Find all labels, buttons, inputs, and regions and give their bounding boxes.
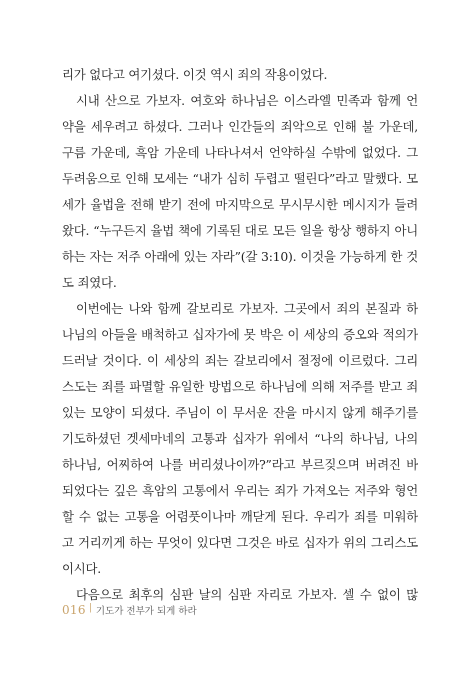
text-line: 시내 산으로 가보자. 여호와 하나님은 이스라엘 민족과 함께 언 [76, 93, 418, 108]
text-line: 왔다. “누구든지 율법 책에 기록된 대로 모든 일을 항상 행하지 아니 [62, 223, 418, 238]
page-footer [62, 600, 197, 616]
text-line: 기도하셨던 겟세마네의 고통과 십자가 위에서 “나의 하나님, 나의 [62, 431, 418, 446]
text-line: 되었다는 깊은 흑암의 고통에서 우리는 죄가 가져오는 저주와 형언 [62, 483, 418, 498]
text-line: 두려움으로 인해 모세는 “내가 심히 두렵고 떨린다”라고 말했다. 모 [62, 171, 418, 186]
text-line: 하나님, 어찌하여 나를 버리셨나이까?”라고 부르짖으며 버려진 바 [62, 457, 418, 472]
page-number: 016 [62, 603, 86, 617]
text-line: 나님의 아들을 배척하고 십자가에 못 박은 이 세상의 증오와 적의가 [62, 327, 418, 342]
text-line: 이번에는 나와 함께 갈보리로 가보자. 그곳에서 죄의 본질과 하 [76, 301, 418, 316]
text-line: 있는 모양이 되셨다. 주님이 이 무서운 잔을 마시지 않게 해주기를 [62, 405, 418, 420]
text-line: 리가 없다고 여기셨다. 이것 역시 죄의 작용이었다. [62, 67, 328, 82]
text-line: 이시다. [62, 561, 102, 576]
text-line: 스도는 죄를 파멸할 유일한 방법으로 하나님에 의해 저주를 받고 죄 [62, 379, 418, 394]
text-line: 도 죄였다. [62, 275, 117, 290]
text-line: 고 거리끼게 하는 무엇이 있다면 그것은 바로 십자가 위의 그리스도 [62, 535, 418, 550]
text-line: 드러날 것이다. 이 세상의 죄는 갈보리에서 절정에 이르렀다. 그리 [62, 353, 418, 368]
footer-divider: | [88, 603, 92, 613]
text-line: 구름 가운데, 흑암 가운데 나타나셔서 언약하실 수밖에 없었다. 그 [62, 145, 418, 160]
text-line: 다음으로 최후의 심판 날의 심판 자리로 가보자. 셀 수 없이 많 [76, 587, 418, 602]
text-line: 하는 자는 저주 아래에 있는 자라”(갈 3:10). 이것을 가능하게 한 것 [62, 249, 418, 264]
text-line: 할 수 없는 고통을 어렴풋이나마 깨닫게 된다. 우리가 죄를 미워하 [62, 509, 418, 524]
text-line: 약을 세우려고 하셨다. 그러나 인간들의 죄악으로 인해 불 가운데, [62, 119, 418, 134]
running-book-title: 기도가 전부가 되게 하라 [95, 606, 197, 617]
body-text [62, 62, 418, 608]
text-line: 세가 율법을 전해 받기 전에 마지막으로 무시무시한 메시지가 들려 [62, 197, 418, 212]
